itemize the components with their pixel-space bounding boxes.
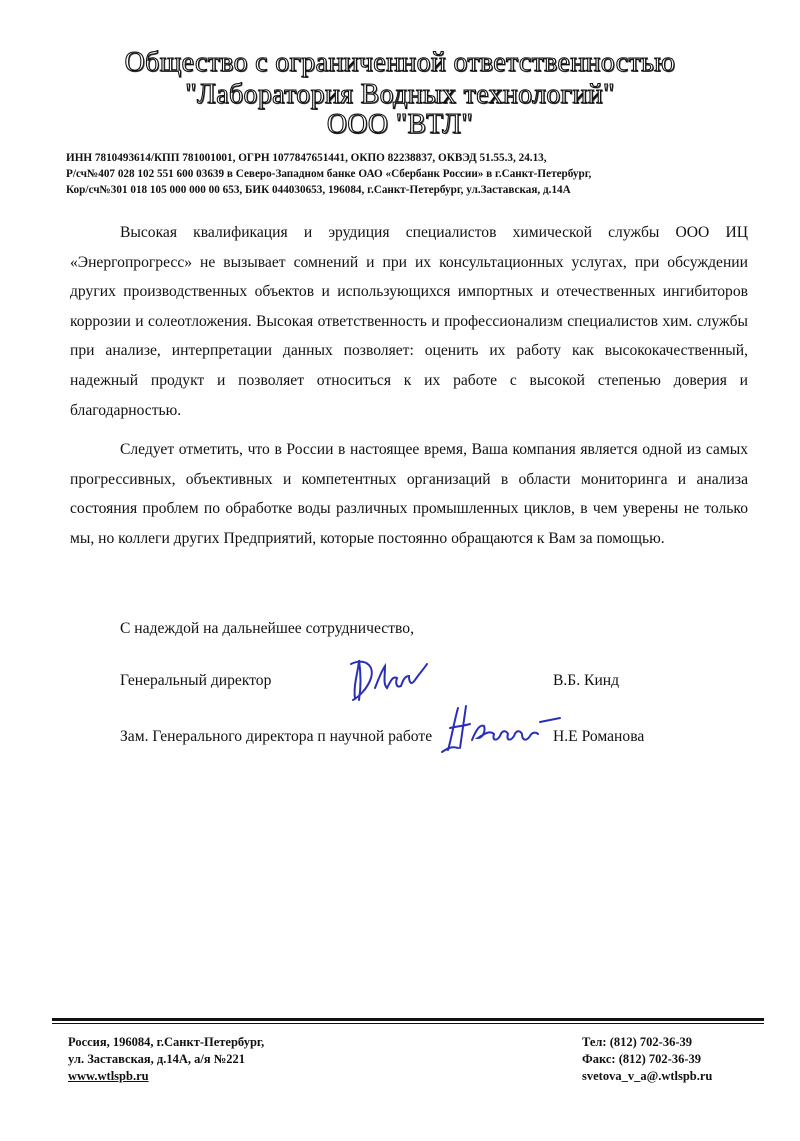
signatory-1-name: В.Б. Кинд (553, 672, 620, 689)
signatory-1-role: Генеральный директор (120, 672, 272, 689)
footer-email[interactable]: svetova_v_a@.wtlspb.ru (582, 1069, 713, 1083)
signatory-2-role: Зам. Генерального директора п научной работе (120, 728, 433, 745)
company-name-quoted-line: "Лаборатория Водных технологий" (185, 79, 615, 110)
signature-1-graphic (345, 650, 435, 710)
closing-phrase: С надеждой на дальнейшее сотрудничество, (120, 620, 414, 637)
footer-fax: Факс: (812) 702-36-39 (582, 1052, 701, 1066)
company-name-line: Общество с ограниченной ответственностью (124, 47, 676, 78)
footer-address-block (68, 1034, 264, 1085)
body-paragraph-1: Высокая квалификация и эрудиция специалистов химической службы ООО ИЦ «Энергопрогресс» не вызывает сомнений и при их консультационных услугах, при обсуждении других производственных объектов и использующихся импортных и отечественных ингибиторов коррозии и солеотложения. Высокая ответственность и профессионализм специалистов хим. службы при анализе, интерпретации данных позволяет: оценить их работу как высококачественный, надежный продукт и позволяет относиться к их работе с высокой степенью доверия и благодарностью. (70, 224, 748, 419)
letter-body (70, 218, 748, 554)
footer-divider-thin (52, 1023, 764, 1024)
signatory-2-name: Н.Е Романова (553, 728, 645, 745)
requisites-line-1: ИНН 7810493614/КПП 781001001, ОГРН 1077847651441, ОКПО 82238837, ОКВЭД 51.55.3, 24.13, (66, 152, 547, 164)
footer-website-link[interactable]: www.wtlspb.ru (68, 1069, 149, 1083)
footer-address-line-1: Россия, 196084, г.Санкт-Петербург, (68, 1035, 265, 1049)
footer-contacts-block (582, 1034, 712, 1085)
company-short-name-line: ООО "ВТЛ" (326, 109, 474, 140)
requisites-line-3: Кор/сч№301 018 105 000 000 00 653, БИК 044030653, 196084, г.Санкт-Петербург, ул.Заставская, д.14А (66, 184, 571, 196)
signature-2-graphic (440, 700, 565, 760)
footer-phone: Тел: (812) 702-36-39 (582, 1035, 692, 1049)
footer-address-line-2: ул. Заставская, д.14А, а/я №221 (68, 1052, 246, 1066)
body-paragraph-2: Следует отметить, что в России в настоящее время, Ваша компания является одной из самых прогрессивных, объективных и компетентных организаций в области мониторинга и анализа состояния проблем по обработке воды различных промышленных циклов, в чем уверены не только мы, но коллеги других Предприятий, которые постоянно обращаются к Вам за помощью. (70, 441, 748, 547)
footer-divider-thick (52, 1018, 764, 1021)
requisites-line-2: Р/сч№407 028 102 551 600 03639 в Северо-Западном банке ОАО «Сбербанк России» в г.Санкт-Петербург, (66, 168, 592, 180)
